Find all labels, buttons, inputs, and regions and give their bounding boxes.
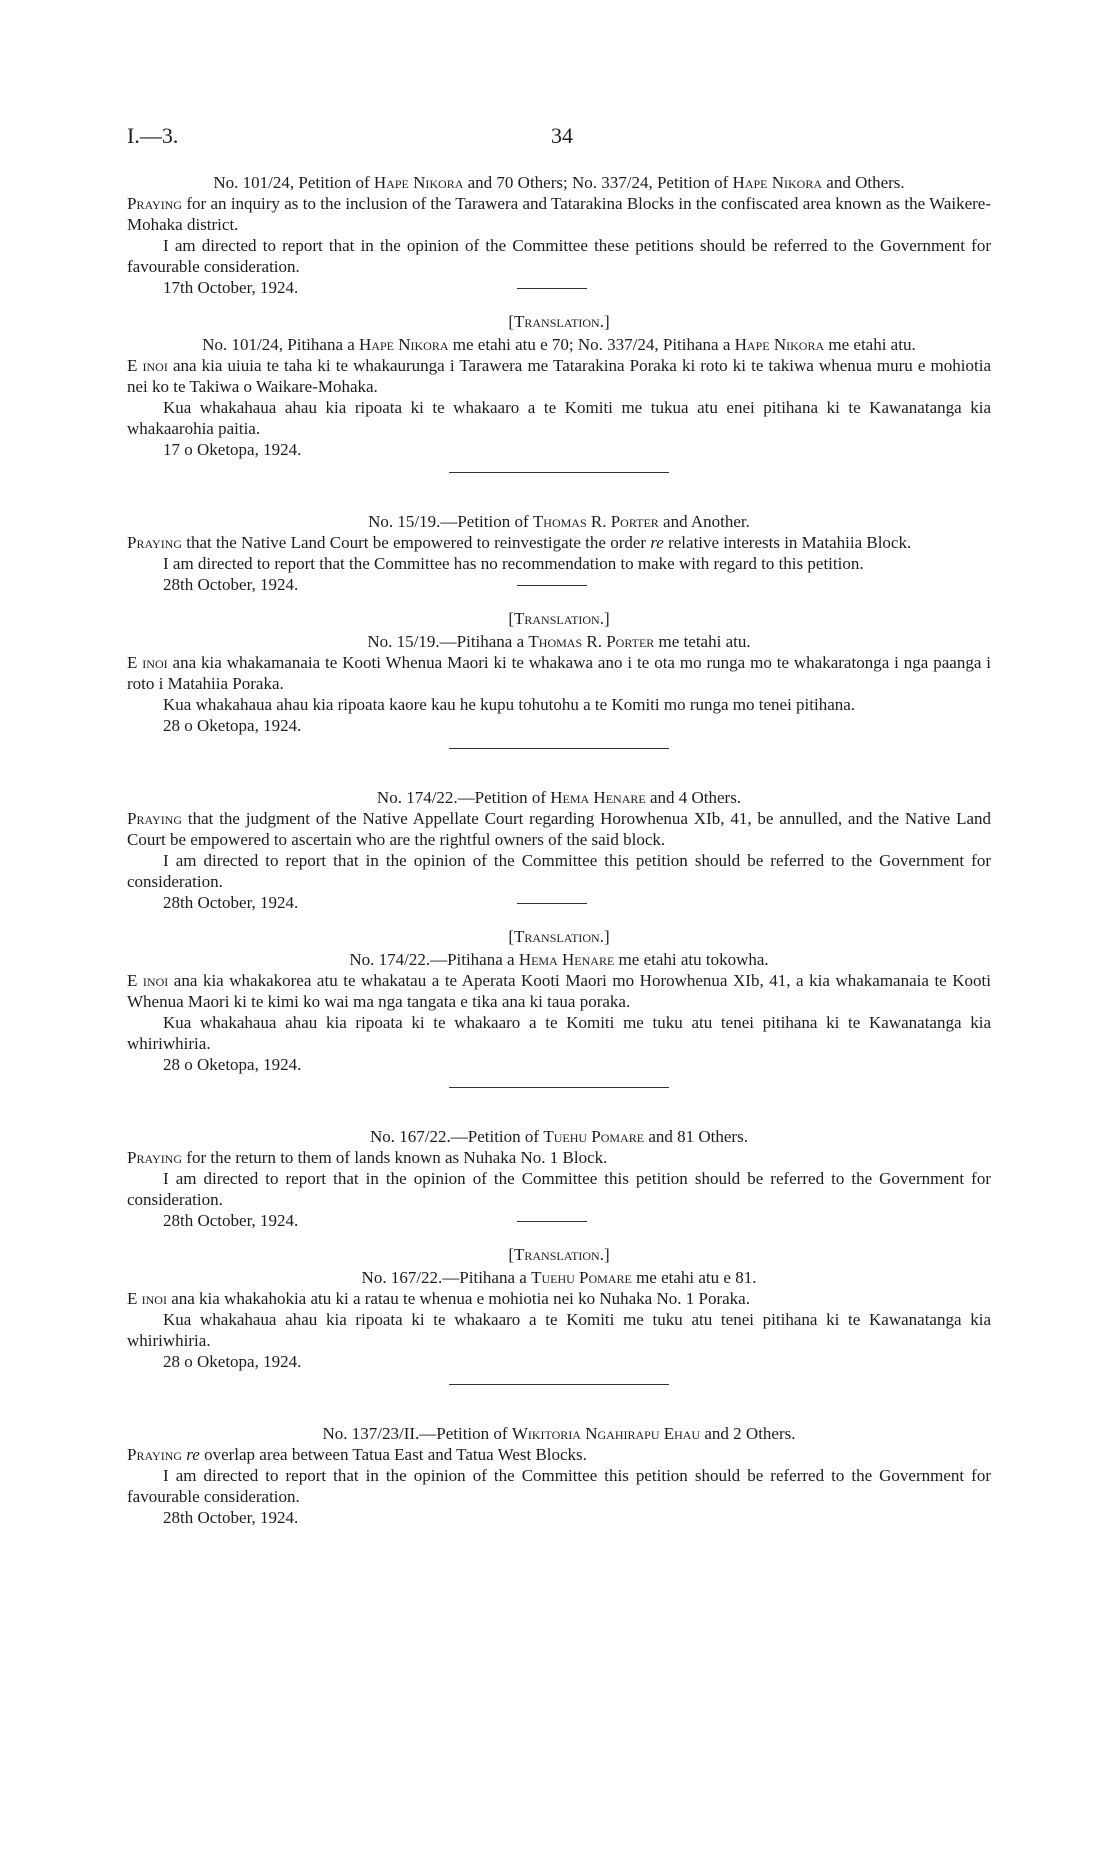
translation-praying: E inoi ana kia uiuia te taha ki te whakaurunga i Tarawera me Tatarakina Poraka ki roto ki te takiwa whenua muru e mohiotia nei ko te Takiwa o Waikare-Mohaka. [127, 356, 991, 396]
translation-date: 17 o Oketopa, 1924. [163, 440, 302, 459]
translation-label: [Translation.] [508, 609, 610, 628]
report-date: 28th October, 1924. [163, 1211, 299, 1230]
petition-section [127, 787, 991, 1088]
translation-report: Kua whakahaua ahau kia ripoata kaore kau he kupu tohutohu a te Komiti mo runga mo tenei pitihana. [163, 695, 856, 714]
report-paragraph: I am directed to report that in the opinion of the Committee this petition should be referred to the Government for favourable consideration. [127, 1466, 991, 1506]
document-body [127, 172, 991, 1528]
translation-heading: No. 167/22.—Pitihana a Tuehu Pomare me etahi atu e 81. [361, 1268, 757, 1287]
translation-praying: E inoi ana kia whakakorea atu te whakatau a te Aperata Kooti Maori mo Horowhenua XIb, 41, a kia whakamanaia te Kooti Whenua Maori ki te kimi ko wai ma nga tangata e tika ana ki taua poraka. [127, 971, 991, 1011]
divider [517, 1221, 587, 1222]
section-number: I.—3. [127, 123, 179, 148]
translation-praying: E inoi ana kia whakamanaia te Kooti Whenua Maori ki te whakawa ano i te ota mo runga mo te whakaratonga i nga paanga i roto i Matahiia Poraka. [127, 653, 991, 693]
translation-report: Kua whakahaua ahau kia ripoata ki te whakaaro a te Komiti me tuku atu tenei pitihana ki te Kawanatanga kia whiriwhiria. [127, 1013, 991, 1053]
page-number: 34 [551, 123, 573, 148]
translation-date: 28 o Oketopa, 1924. [163, 716, 302, 735]
report-paragraph: I am directed to report that in the opinion of the Committee this petition should be referred to the Government for consideration. [127, 1169, 991, 1209]
report-date: 28th October, 1924. [163, 575, 299, 594]
translation-label: [Translation.] [508, 1245, 610, 1264]
translation-label: [Translation.] [508, 312, 610, 331]
praying-paragraph: Praying for the return to them of lands known as Nuhaka No. 1 Block. [127, 1148, 608, 1167]
translation-report: Kua whakahaua ahau kia ripoata ki te whakaaro a te Komiti me tukua atu enei pitihana ki te Kawanatanga kia whakaarohia paitia. [127, 398, 991, 438]
translation-praying: E inoi ana kia whakahokia atu ki a ratau te whenua e mohiotia nei ko Nuhaka No. 1 Poraka. [127, 1289, 750, 1308]
translation-heading: No. 15/19.—Pitihana a Thomas R. Porter me tetahi atu. [367, 632, 751, 651]
translation-date: 28 o Oketopa, 1924. [163, 1352, 302, 1371]
report-paragraph: I am directed to report that the Committee has no recommendation to make with regard to this petition. [163, 554, 864, 573]
divider [517, 288, 587, 289]
translation-heading: No. 101/24, Pitihana a Hape Nikora me etahi atu e 70; No. 337/24, Pitihana a Hape Nikora me etahi atu. [202, 335, 916, 354]
petition-heading: No. 174/22.—Petition of Hema Henare and 4 Others. [376, 788, 742, 807]
translation-date: 28 o Oketopa, 1924. [163, 1055, 302, 1074]
translation-report: Kua whakahaua ahau kia ripoata ki te whakaaro a te Komiti me tuku atu tenei pitihana ki te Kawanatanga kia whiriwhiria. [127, 1310, 991, 1350]
petition-section [127, 1423, 991, 1528]
report-date: 17th October, 1924. [163, 278, 299, 297]
report-paragraph: I am directed to report that in the opinion of the Committee these petitions should be referred to the Government for favourable consideration. [127, 236, 991, 276]
petition-heading: No. 137/23/II.—Petition of Wikitoria Ngahirapu Ehau and 2 Others. [322, 1424, 796, 1443]
praying-paragraph: Praying for an inquiry as to the inclusion of the Tarawera and Tatarakina Blocks in the confiscated area known as the Waikere-Mohaka district. [127, 194, 991, 234]
petition-heading: No. 15/19.—Petition of Thomas R. Porter and Another. [368, 512, 750, 531]
praying-paragraph: Praying that the judgment of the Native Appellate Court regarding Horowhenua XIb, 41, be annulled, and the Native Land Court be empowered to ascertain who are the rightful owners of the said block. [127, 809, 991, 849]
petition-heading: No. 167/22.—Petition of Tuehu Pomare and 81 Others. [370, 1127, 748, 1146]
divider [517, 903, 587, 904]
praying-paragraph: Praying re overlap area between Tatua East and Tatua West Blocks. [127, 1445, 587, 1464]
report-paragraph: I am directed to report that in the opinion of the Committee this petition should be referred to the Government for consideration. [127, 851, 991, 891]
translation-heading: No. 174/22.—Pitihana a Hema Henare me etahi atu tokowha. [349, 950, 769, 969]
divider [517, 585, 587, 586]
praying-paragraph: Praying that the Native Land Court be empowered to reinvestigate the order re relative interests in Matahiia Block. [127, 533, 912, 552]
petition-section [127, 1126, 991, 1385]
report-date: 28th October, 1924. [163, 893, 299, 912]
translation-label: [Translation.] [508, 927, 610, 946]
petition-section [127, 511, 991, 749]
petition-heading: No. 101/24, Petition of Hape Nikora and 70 Others; No. 337/24, Petition of Hape Nikora and Others. [213, 173, 905, 192]
report-date: 28th October, 1924. [163, 1508, 299, 1527]
petition-section [127, 172, 991, 473]
